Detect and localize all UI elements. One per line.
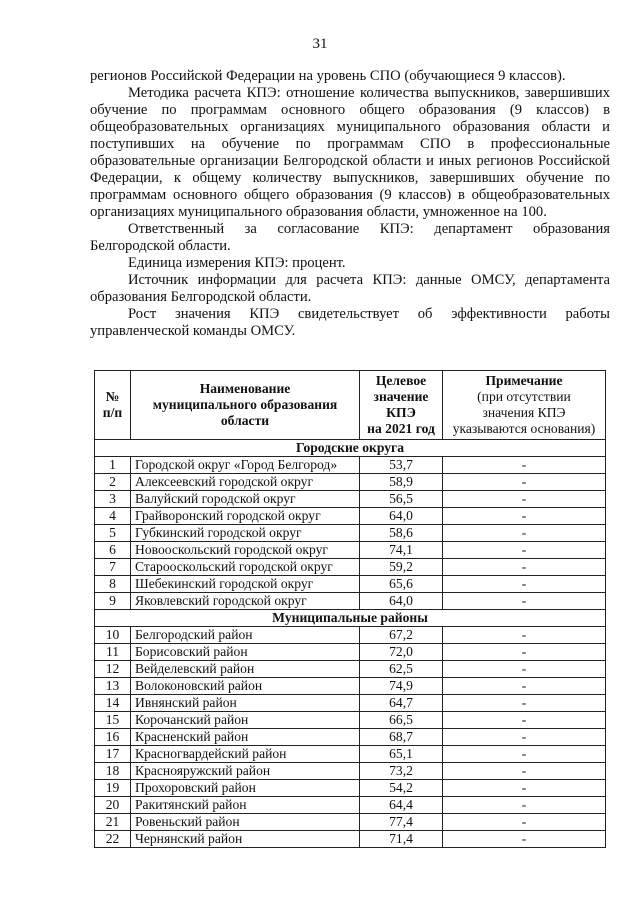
table-row: [95, 474, 606, 491]
municipality-name: Алексеевский городской округ: [131, 474, 360, 491]
header-target-value: Целевое значение КПЭ на 2021 год: [360, 371, 443, 440]
row-number: 15: [95, 712, 131, 729]
table-row: [95, 814, 606, 831]
note: -: [443, 678, 606, 695]
paragraph-continuation: регионов Российской Федерации на уровень СПО (обучающиеся 9 классов).: [90, 68, 566, 84]
note: -: [443, 542, 606, 559]
target-value: 74,9: [360, 678, 443, 695]
municipality-name: Белгородский район: [131, 627, 360, 644]
note: -: [443, 559, 606, 576]
row-number: 5: [95, 525, 131, 542]
municipality-name: Вейделевский район: [131, 661, 360, 678]
row-number: 17: [95, 746, 131, 763]
row-number: 19: [95, 780, 131, 797]
note: -: [443, 797, 606, 814]
table-row: [95, 678, 606, 695]
municipality-name: Новооскольский городской округ: [131, 542, 360, 559]
table-row: [95, 525, 606, 542]
note: -: [443, 814, 606, 831]
page-number: 31: [312, 36, 328, 52]
paragraph-responsible: Ответственный за согласование КПЭ: департамент образования Белгородской области.: [90, 221, 610, 254]
municipality-name: Старооскольский городской округ: [131, 559, 360, 576]
section-urban-districts: [95, 440, 606, 457]
target-value: 58,9: [360, 474, 443, 491]
row-number: 3: [95, 491, 131, 508]
target-value: 53,7: [360, 457, 443, 474]
target-value: 71,4: [360, 831, 443, 848]
paragraph-growth: Рост значения КПЭ свидетельствует об эффективности работы управленческой команды ОМСУ.: [90, 306, 610, 339]
table-row: [95, 457, 606, 474]
table-header-row: [95, 371, 606, 440]
table-row: [95, 780, 606, 797]
table-row: [95, 712, 606, 729]
target-value: 73,2: [360, 763, 443, 780]
row-number: 7: [95, 559, 131, 576]
note: -: [443, 644, 606, 661]
table-row: [95, 661, 606, 678]
municipality-name: Краснояружский район: [131, 763, 360, 780]
municipality-name: Ракитянский район: [131, 797, 360, 814]
target-value: 54,2: [360, 780, 443, 797]
row-number: 10: [95, 627, 131, 644]
target-value: 59,2: [360, 559, 443, 576]
row-number: 18: [95, 763, 131, 780]
target-value: 67,2: [360, 627, 443, 644]
municipality-name: Волоконовский район: [131, 678, 360, 695]
note: -: [443, 763, 606, 780]
note: -: [443, 457, 606, 474]
target-value: 56,5: [360, 491, 443, 508]
row-number: 2: [95, 474, 131, 491]
table-row: [95, 542, 606, 559]
section-title: Муниципальные районы: [95, 610, 606, 627]
row-number: 16: [95, 729, 131, 746]
municipality-name: Валуйский городской округ: [131, 491, 360, 508]
municipality-name: Ровеньский район: [131, 814, 360, 831]
paragraph-methodology: Методика расчета КПЭ: отношение количества выпускников, завершивших обучение по программам основного общего образования (9 классов) в общеобразовательных организациях муниципального образования области и поступивших на обучение по программам СПО в профессиональные образовательные организации Белгородской области и иных регионов Российской Федерации, к общему количеству выпускников, завершивших обучение по программам основного общего образования (9 классов) в общеобразовательных организациях муниципального образования области, умноженное на 100.: [90, 85, 610, 220]
note: -: [443, 729, 606, 746]
note: -: [443, 712, 606, 729]
target-value: 62,5: [360, 661, 443, 678]
note: -: [443, 661, 606, 678]
municipality-name: Красногвардейский район: [131, 746, 360, 763]
table-row: [95, 797, 606, 814]
row-number: 11: [95, 644, 131, 661]
target-value: 77,4: [360, 814, 443, 831]
note: -: [443, 627, 606, 644]
municipality-name: Прохоровский район: [131, 780, 360, 797]
target-value: 74,1: [360, 542, 443, 559]
municipality-name: Корочанский район: [131, 712, 360, 729]
note: -: [443, 746, 606, 763]
note: -: [443, 576, 606, 593]
table-row: [95, 627, 606, 644]
table-row: [95, 831, 606, 848]
target-value: 64,4: [360, 797, 443, 814]
table-row: [95, 576, 606, 593]
target-value: 64,0: [360, 508, 443, 525]
note: -: [443, 780, 606, 797]
table-row: [95, 491, 606, 508]
target-value: 64,0: [360, 593, 443, 610]
header-number: № п/п: [95, 371, 131, 440]
table-row: [95, 559, 606, 576]
table-row: [95, 644, 606, 661]
target-value: 65,1: [360, 746, 443, 763]
row-number: 14: [95, 695, 131, 712]
note: -: [443, 593, 606, 610]
section-title: Городские округа: [95, 440, 606, 457]
row-number: 22: [95, 831, 131, 848]
municipality-name: Ивнянский район: [131, 695, 360, 712]
body-text: [90, 68, 610, 340]
target-value: 68,7: [360, 729, 443, 746]
municipality-name: Грайворонский городской округ: [131, 508, 360, 525]
table-row: [95, 508, 606, 525]
target-value: 58,6: [360, 525, 443, 542]
row-number: 20: [95, 797, 131, 814]
header-name: Наименование муниципального образования области: [131, 371, 360, 440]
table-row: [95, 746, 606, 763]
row-number: 6: [95, 542, 131, 559]
municipality-name: Городской округ «Город Белгород»: [131, 457, 360, 474]
row-number: 4: [95, 508, 131, 525]
municipality-name: Чернянский район: [131, 831, 360, 848]
target-value: 65,6: [360, 576, 443, 593]
table-row: [95, 593, 606, 610]
table-row: [95, 763, 606, 780]
target-value: 72,0: [360, 644, 443, 661]
row-number: 12: [95, 661, 131, 678]
municipality-name: Яковлевский городской округ: [131, 593, 360, 610]
paragraph-source: Источник информации для расчета КПЭ: данные ОМСУ, департамента образования Белгородской области.: [90, 272, 610, 305]
section-municipal-districts: [95, 610, 606, 627]
row-number: 9: [95, 593, 131, 610]
note: -: [443, 474, 606, 491]
target-value: 64,7: [360, 695, 443, 712]
kpe-table: [94, 370, 606, 848]
row-number: 21: [95, 814, 131, 831]
row-number: 1: [95, 457, 131, 474]
municipality-name: Красненский район: [131, 729, 360, 746]
table-row: [95, 695, 606, 712]
target-value: 66,5: [360, 712, 443, 729]
row-number: 13: [95, 678, 131, 695]
row-number: 8: [95, 576, 131, 593]
municipality-name: Шебекинский городской округ: [131, 576, 360, 593]
note: -: [443, 695, 606, 712]
municipality-name: Борисовский район: [131, 644, 360, 661]
note: -: [443, 525, 606, 542]
note: -: [443, 831, 606, 848]
header-note: Примечание (при отсутствии значения КПЭ указываются основания): [443, 371, 606, 440]
municipality-name: Губкинский городской округ: [131, 525, 360, 542]
paragraph-unit: Единица измерения КПЭ: процент.: [128, 255, 346, 271]
note: -: [443, 491, 606, 508]
table-row: [95, 729, 606, 746]
note: -: [443, 508, 606, 525]
